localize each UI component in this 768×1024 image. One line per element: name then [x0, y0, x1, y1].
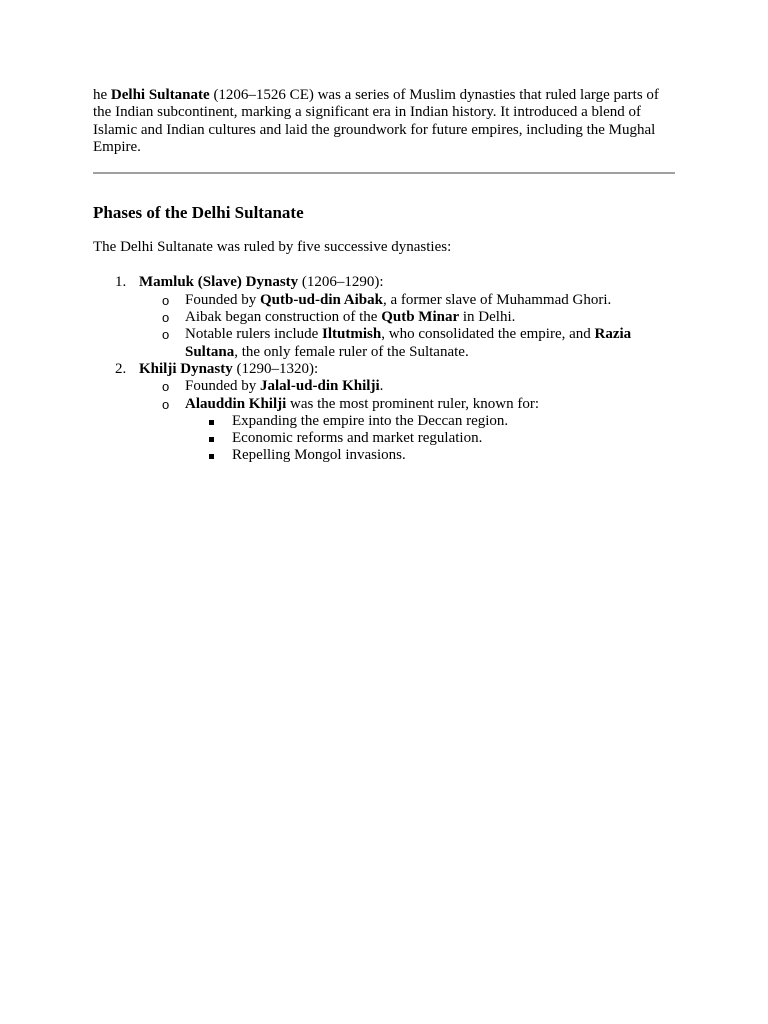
dynasty-item-mamluk	[115, 274, 675, 360]
dynasty-points	[139, 378, 675, 464]
intro-text: he	[93, 87, 111, 103]
circle-bullet-icon: o	[162, 327, 170, 343]
point-text: Aibak began construction of the	[185, 309, 382, 326]
point-text: , who consolidated the empire, and	[381, 326, 595, 343]
circle-bullet-icon: o	[162, 310, 170, 326]
point-bold: Qutb-ud-din Aibak	[260, 291, 383, 308]
dynasty-period: (1290–1320):	[232, 360, 319, 377]
section-lead: The Delhi Sultanate was ruled by five successive dynasties:	[93, 239, 452, 256]
dynasty-period: (1206–1290):	[298, 274, 384, 291]
list-number: 2.	[115, 360, 127, 377]
list-item	[162, 326, 675, 361]
document-page	[93, 87, 675, 465]
achievement-text: Repelling Mongol invasions.	[232, 447, 406, 464]
horizontal-rule	[93, 172, 675, 174]
list-item	[232, 430, 675, 447]
square-bullet-icon	[209, 420, 214, 425]
list-item	[162, 309, 675, 326]
point-bold: Iltutmish	[322, 326, 382, 343]
circle-bullet-icon: o	[162, 292, 170, 308]
section-heading: Phases of the Delhi Sultanate	[93, 203, 304, 223]
dynasty-points	[139, 292, 675, 361]
dynasty-name: Mamluk (Slave) Dynasty	[139, 274, 299, 291]
list-number: 1.	[115, 274, 127, 291]
point-text: , a former slave of Muhammad Ghori.	[382, 291, 612, 308]
point-text: Founded by	[185, 291, 260, 308]
dynasty-item-khilji	[115, 360, 675, 465]
intro-paragraph	[93, 87, 675, 156]
point-bold: Qutb Minar	[381, 309, 460, 326]
point-text: Notable rulers include	[185, 326, 323, 343]
point-text: Founded by	[185, 378, 260, 395]
list-item	[162, 378, 675, 395]
point-bold: Jalal-ud-din Khilji	[260, 378, 380, 395]
list-item	[232, 413, 675, 430]
point-bold: Razia Sultana	[185, 326, 632, 360]
point-bold: Alauddin Khilji	[185, 395, 287, 412]
achievement-text: Expanding the empire into the Deccan region.	[232, 412, 509, 429]
intro-text: (1206–1526 CE) was a series of Muslim dynasties that ruled large parts of the Indian subcontinent, marking a significant era in Indian history. It introduced a blend of Islamic and Indian cultures and laid the groundwork for future empires, including the Mughal Empire.	[93, 87, 659, 155]
square-bullet-icon	[209, 437, 214, 442]
list-item	[162, 291, 675, 309]
circle-bullet-icon: o	[162, 379, 170, 395]
list-item	[232, 447, 675, 464]
dynasty-list	[93, 274, 675, 464]
achievement-text: Economic reforms and market regulation.	[232, 430, 483, 447]
achievement-list	[185, 413, 675, 465]
circle-bullet-icon: o	[162, 396, 170, 412]
point-text: , the only female ruler of the Sultanate.	[234, 343, 469, 360]
point-text: was the most prominent ruler, known for:	[286, 395, 539, 412]
list-item	[162, 395, 675, 465]
square-bullet-icon	[209, 454, 214, 459]
dynasty-name: Khilji Dynasty	[139, 360, 233, 377]
point-text: in Delhi.	[459, 309, 516, 326]
intro-bold-term: Delhi Sultanate	[110, 87, 210, 103]
point-text: .	[379, 378, 384, 395]
